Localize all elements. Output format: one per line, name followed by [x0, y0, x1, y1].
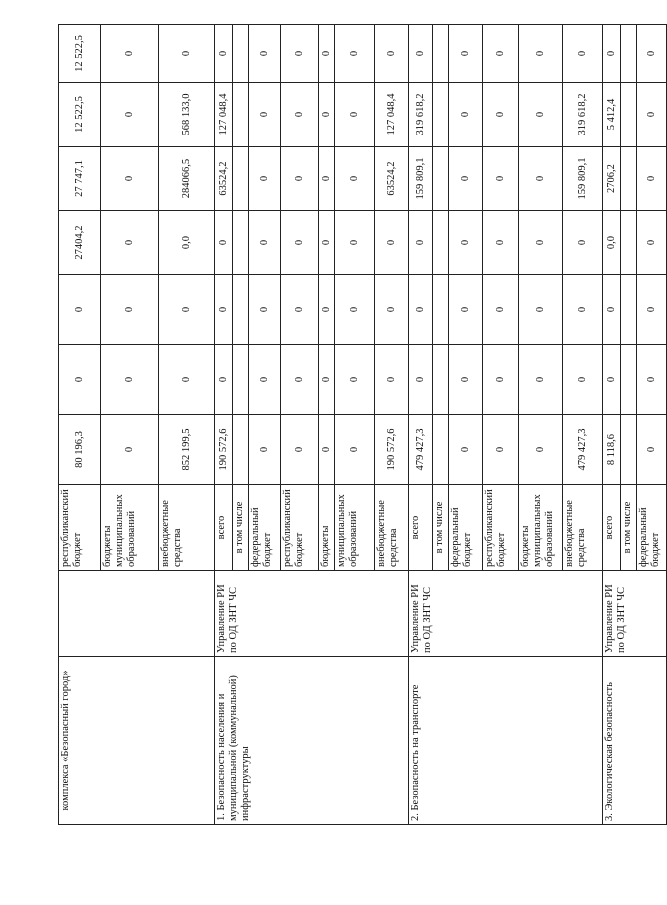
value-cell: 0	[101, 25, 159, 83]
funding-source: внебюджетные средства	[375, 485, 409, 571]
value-cell: 0	[375, 25, 409, 83]
value-cell: 0	[335, 25, 375, 83]
value-cell: 479 427,3	[409, 415, 433, 485]
table-row	[409, 25, 433, 825]
funding-source: всего	[215, 485, 233, 571]
funding-source: федеральный бюджет	[637, 485, 667, 571]
value-cell: 0,0	[603, 211, 621, 275]
value-cell: 0	[59, 275, 101, 345]
value-cell: 0	[159, 345, 215, 415]
value-cell: 0	[449, 83, 483, 147]
value-cell: 0	[483, 275, 519, 345]
value-cell: 27404,2	[59, 211, 101, 275]
funding-source: бюджеты муниципальных образований	[101, 485, 159, 571]
value-cell	[621, 275, 637, 345]
table-row	[59, 25, 101, 825]
value-cell: 0	[101, 345, 159, 415]
value-cell: 190 572,6	[375, 415, 409, 485]
value-cell: 0	[483, 345, 519, 415]
value-cell: 0	[335, 83, 375, 147]
value-cell: 0	[563, 211, 603, 275]
value-cell: 0	[159, 25, 215, 83]
value-cell	[621, 415, 637, 485]
value-cell: 0	[281, 415, 319, 485]
value-cell: 0	[637, 415, 667, 485]
value-cell: 0	[563, 345, 603, 415]
funding-source: республиканский бюджет	[281, 485, 319, 571]
executor-cell: Управление РИ по ОД ЗНТ ЧС	[215, 571, 409, 657]
funding-source: внебюджетные средства	[563, 485, 603, 571]
value-cell: 0	[249, 25, 281, 83]
value-cell: 0	[519, 83, 563, 147]
value-cell	[433, 415, 449, 485]
value-cell: 319 618,2	[563, 83, 603, 147]
value-cell: 0	[335, 345, 375, 415]
value-cell: 0	[519, 415, 563, 485]
value-cell: 0	[101, 211, 159, 275]
value-cell: 0	[449, 345, 483, 415]
value-cell: 0	[281, 25, 319, 83]
value-cell: 0	[519, 25, 563, 83]
value-cell: 319 618,2	[409, 83, 433, 147]
value-cell	[621, 83, 637, 147]
value-cell: 0	[449, 415, 483, 485]
value-cell: 0	[249, 147, 281, 211]
value-cell: 0	[319, 345, 335, 415]
value-cell: 0	[335, 147, 375, 211]
value-cell	[233, 415, 249, 485]
value-cell: 0	[637, 345, 667, 415]
value-cell: 0	[281, 83, 319, 147]
value-cell: 0	[215, 345, 233, 415]
table-row	[603, 25, 621, 825]
value-cell: 0	[249, 415, 281, 485]
value-cell: 0	[319, 275, 335, 345]
value-cell	[621, 211, 637, 275]
value-cell: 0	[335, 415, 375, 485]
value-cell: 852 199,5	[159, 415, 215, 485]
value-cell: 0	[637, 147, 667, 211]
value-cell: 284066,5	[159, 147, 215, 211]
value-cell: 63524,2	[215, 147, 233, 211]
value-cell: 0	[249, 83, 281, 147]
value-cell: 0	[483, 83, 519, 147]
value-cell: 0	[449, 147, 483, 211]
funding-source: республиканский бюджет	[483, 485, 519, 571]
value-cell	[433, 83, 449, 147]
value-cell: 12 522,5	[59, 83, 101, 147]
value-cell: 127 048,4	[215, 83, 233, 147]
value-cell: 0	[603, 275, 621, 345]
value-cell: 8 118,6	[603, 415, 621, 485]
table-row	[215, 25, 233, 825]
value-cell: 0	[335, 211, 375, 275]
value-cell: 0	[483, 211, 519, 275]
value-cell: 0	[483, 25, 519, 83]
value-cell: 0	[519, 275, 563, 345]
value-cell	[233, 25, 249, 83]
value-cell: 0	[101, 147, 159, 211]
value-cell: 0	[249, 211, 281, 275]
value-cell: 27 747,1	[59, 147, 101, 211]
value-cell: 0	[563, 25, 603, 83]
value-cell: 0	[281, 211, 319, 275]
value-cell: 0	[409, 345, 433, 415]
funding-source: бюджеты	[319, 485, 335, 571]
value-cell: 0	[483, 147, 519, 211]
value-cell: 0	[159, 275, 215, 345]
section-name: 2. Безопасность на транспорте	[409, 657, 603, 825]
value-cell: 5 412,4	[603, 83, 621, 147]
value-cell	[433, 211, 449, 275]
value-cell: 0	[215, 211, 233, 275]
value-cell: 0	[215, 275, 233, 345]
value-cell: 12 522,5	[59, 25, 101, 83]
funding-source: республиканский бюджет	[59, 485, 101, 571]
value-cell	[621, 147, 637, 211]
value-cell: 127 048,4	[375, 83, 409, 147]
value-cell: 0	[101, 275, 159, 345]
value-cell	[233, 211, 249, 275]
value-cell: 0	[637, 25, 667, 83]
value-cell: 0	[637, 211, 667, 275]
value-cell	[233, 275, 249, 345]
value-cell: 159 809,1	[563, 147, 603, 211]
value-cell: 0	[335, 275, 375, 345]
value-cell	[433, 275, 449, 345]
funding-source: муниципальных образований	[335, 485, 375, 571]
value-cell: 0	[409, 211, 433, 275]
value-cell: 0	[215, 25, 233, 83]
value-cell: 0	[449, 25, 483, 83]
value-cell: 0	[375, 275, 409, 345]
value-cell: 0	[483, 415, 519, 485]
value-cell: 0	[375, 345, 409, 415]
value-cell: 0	[319, 415, 335, 485]
executor-cell: Управление РИ по ОД ЗНТ ЧС	[603, 571, 667, 657]
value-cell: 0	[249, 345, 281, 415]
value-cell: 0	[319, 147, 335, 211]
value-cell: 479 427,3	[563, 415, 603, 485]
executor-cell: Управление РИ по ОД ЗНТ ЧС	[409, 571, 603, 657]
value-cell	[233, 147, 249, 211]
rotated-table-frame	[58, 25, 661, 825]
value-cell	[433, 147, 449, 211]
funding-source: всего	[603, 485, 621, 571]
value-cell: 0	[563, 275, 603, 345]
value-cell: 0	[519, 345, 563, 415]
value-cell: 0	[519, 147, 563, 211]
funding-source: федеральный бюджет	[449, 485, 483, 571]
value-cell: 0	[603, 345, 621, 415]
value-cell	[233, 83, 249, 147]
executor-cell	[59, 571, 215, 657]
value-cell: 0	[449, 275, 483, 345]
section-name: комплекса «Безопасный город»	[59, 657, 215, 825]
value-cell: 0	[409, 275, 433, 345]
value-cell: 80 196,3	[59, 415, 101, 485]
value-cell	[433, 25, 449, 83]
value-cell: 159 809,1	[409, 147, 433, 211]
value-cell: 0	[281, 275, 319, 345]
value-cell	[433, 345, 449, 415]
value-cell: 568 133,0	[159, 83, 215, 147]
section-name: 3. Экологическая безопасность	[603, 657, 667, 825]
value-cell	[621, 25, 637, 83]
value-cell: 0,0	[159, 211, 215, 275]
funding-source: федеральный бюджет	[249, 485, 281, 571]
value-cell: 0	[101, 415, 159, 485]
value-cell: 0	[603, 25, 621, 83]
value-cell: 0	[409, 25, 433, 83]
value-cell: 0	[281, 147, 319, 211]
value-cell: 0	[59, 345, 101, 415]
value-cell: 0	[449, 211, 483, 275]
value-cell: 0	[281, 345, 319, 415]
value-cell: 2706,2	[603, 147, 621, 211]
value-cell: 63524,2	[375, 147, 409, 211]
value-cell: 190 572,6	[215, 415, 233, 485]
budget-table	[58, 24, 667, 825]
funding-source: внебюджетные средства	[159, 485, 215, 571]
funding-source: всего	[409, 485, 433, 571]
funding-source: в том числе	[621, 485, 637, 571]
section-name: 1. Безопасность населения и муниципальной (коммунальной) инфраструктуры	[215, 657, 409, 825]
value-cell: 0	[637, 83, 667, 147]
value-cell	[621, 345, 637, 415]
value-cell: 0	[319, 25, 335, 83]
value-cell: 0	[101, 83, 159, 147]
funding-source: бюджеты муниципальных образований	[519, 485, 563, 571]
value-cell: 0	[637, 275, 667, 345]
value-cell: 0	[319, 83, 335, 147]
value-cell: 0	[249, 275, 281, 345]
funding-source: в том числе	[433, 485, 449, 571]
value-cell	[233, 345, 249, 415]
value-cell: 0	[319, 211, 335, 275]
value-cell: 0	[375, 211, 409, 275]
value-cell: 0	[519, 211, 563, 275]
funding-source: в том числе	[233, 485, 249, 571]
table-body	[59, 25, 667, 825]
